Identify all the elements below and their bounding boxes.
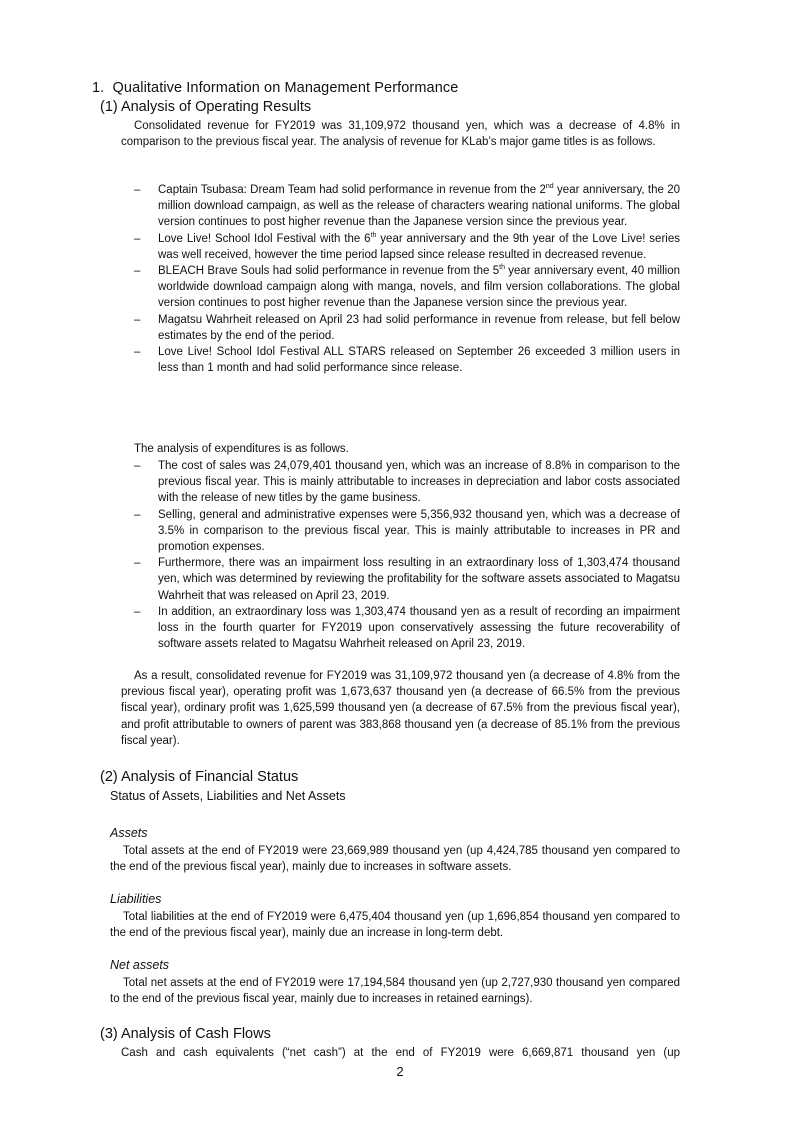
page-number: 2: [396, 1064, 404, 1079]
dash-bullet: –: [134, 265, 141, 278]
cash-flows-paragraph: Cash and cash equivalents (“net cash”) at the end of FY2019 were 6,669,871 thousand yen (up: [121, 1047, 680, 1059]
revenue-analysis-lead: The analysis of revenue for KLab’s major game titles is as follows.: [316, 136, 656, 149]
dash-bullet: –: [134, 313, 141, 326]
dash-bullet: –: [134, 184, 141, 196]
dash-bullet: –: [134, 232, 141, 245]
dash-bullet: –: [134, 346, 141, 359]
list-item: – Love Live! School Idol Festival ALL STARS released on September 26 exceeded 3 million users in less than 1 month and had solid performance since release.: [134, 346, 680, 375]
list-item: – Love Live! School Idol Festival with the 6th year anniversary and the 9th year of the Love Live! series was well received, however the time period lapsed since release resulted in decreased revenue.: [134, 231, 680, 261]
section-title: 1. Qualitative Information on Management Performance: [92, 80, 459, 96]
dash-bullet: –: [134, 508, 141, 521]
list-item: – In addition, an extraordinary loss was 1,303,474 thousand yen as a result of recording an impairment loss in the fourth quarter for FY2019 upon conservatively assessing the future recoverability of software assets related to Magatsu Wahrheit released on April 23, 2019.: [134, 605, 680, 651]
heading-financial-status: (2) Analysis of Financial Status: [100, 769, 299, 785]
net-assets-paragraph: Total net assets at the end of FY2019 were 17,194,584 thousand yen (up 2,727,930 thousand yen compared to the end of the previous fiscal year, mainly due to increases in retained earnings).: [110, 977, 680, 1006]
list-item: – The cost of sales was 24,079,401 thousand yen, which was an increase of 8.8% in comparison to the previous fiscal year. This is mainly attributable to increases in depreciation and labor costs associated with the release of new titles by the game business.: [134, 460, 680, 505]
assets-label: Assets: [110, 826, 148, 840]
list-item: – Captain Tsubasa: Dream Team had solid performance in revenue from the 2nd year anniversary, the 20 million download campaign, as well as the release of characters wearing national uniforms. The global version continues to post higher revenue than the Japanese version since the previous year.: [134, 183, 680, 229]
dash-bullet: –: [134, 557, 141, 570]
subheading-assets-liabilities: Status of Assets, Liabilities and Net Assets: [110, 789, 346, 803]
result-paragraph: As a result, consolidated revenue for FY2019 was 31,109,972 thousand yen (a decrease of 4.8% from the previous fiscal year), operating profit was 1,673,637 thousand yen (a decrease of 66.5% from the previous fiscal year), ordinary profit was 1,625,599 thousand yen (a decrease of 67.5% from the previous fiscal year), and profit attributable to owners of parent was 383,868 thousand yen (a decrease of 85.1% from the previous fiscal year).: [121, 670, 680, 747]
revenue-title-list: [134, 182, 680, 376]
expenditure-list: [134, 458, 680, 652]
dash-bullet: –: [134, 460, 141, 472]
list-item: – Selling, general and administrative expenses were 5,356,932 thousand yen, which was a decrease of 3.5% in comparison to the previous fiscal year. This is mainly attributable to increases in PR and promotion expenses.: [134, 508, 680, 554]
assets-paragraph: Total assets at the end of FY2019 were 23,669,989 thousand yen (up 4,424,785 thousand yen compared to the end of the previous fiscal year), mainly due to increases in software assets.: [110, 845, 680, 874]
expenditure-intro: The analysis of expenditures is as follows.: [134, 443, 349, 455]
net-assets-label: Net assets: [110, 958, 170, 972]
heading-operating-results: (1) Analysis of Operating Results: [100, 99, 312, 115]
list-item: – Furthermore, there was an impairment loss resulting in an extraordinary loss of 1,303,474 thousand yen, which was determined by reviewing the profitability for the software assets associated to Magatsu Wahrheit that was released on April 23, 2019.: [134, 557, 680, 602]
revenue-intro-paragraph: [121, 118, 680, 150]
list-item: – BLEACH Brave Souls had solid performance in revenue from the 5th year anniversary event, 40 million worldwide download campaign along with manga, novels, and film version collaborations. The global version continues to post higher revenue than the Japanese version since the previous year.: [134, 264, 680, 310]
heading-cash-flows: (3) Analysis of Cash Flows: [100, 1026, 271, 1042]
dash-bullet: –: [134, 605, 141, 618]
liabilities-label: Liabilities: [110, 892, 162, 906]
list-item: – Magatsu Wahrheit released on April 23 had solid performance in revenue from release, but fell below estimates by the end of the period.: [134, 313, 680, 342]
revenue-intro-text: Consolidated revenue for FY2019 was 31,109,972 thousand yen, which was a decrease of 4.8% in comparison to the previous fiscal year.: [121, 120, 680, 149]
liabilities-paragraph: Total liabilities at the end of FY2019 were 6,475,404 thousand yen (up 1,696,854 thousand yen compared to the end of the previous fiscal year), mainly due an increase in long-term debt.: [110, 911, 680, 940]
